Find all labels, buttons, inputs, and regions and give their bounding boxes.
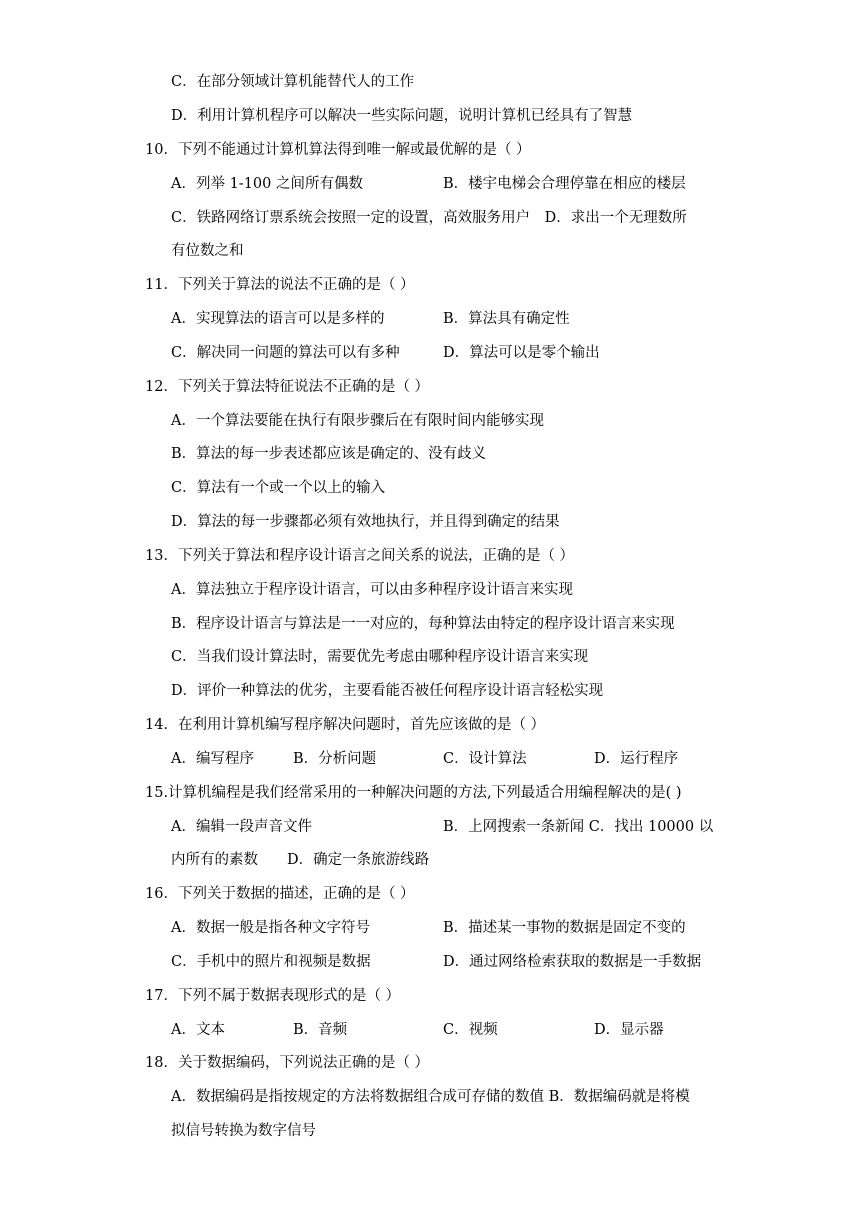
q9-option-d: D．利用计算机程序可以解决一些实际问题，说明计算机已经具有了智慧: [171, 108, 633, 124]
q14-option-b: B．分析问题: [293, 751, 377, 767]
q13-option-c: C．当我们设计算法时，需要优先考虑由哪种程序设计语言来实现: [171, 649, 589, 665]
q17-stem: 17．下列不属于数据表现形式的是（ ）: [145, 988, 401, 1004]
q15-option-cd-cont: 内所有的素数 D．确定一条旅游线路: [171, 852, 430, 868]
q18-option-ab: A．数据编码是指按规定的方法将数据组合成可存储的数值 B．数据编码就是将模: [171, 1089, 690, 1105]
q9-option-c: C．在部分领域计算机能替代人的工作: [171, 74, 415, 90]
q11-option-a: A．实现算法的语言可以是多样的: [171, 311, 385, 327]
q11-option-c: C．解决同一问题的算法可以有多种: [171, 345, 400, 361]
q16-option-c: C．手机中的照片和视频是数据: [171, 954, 371, 970]
q12-option-c: C．算法有一个或一个以上的输入: [171, 480, 386, 496]
q17-option-c: C．视频: [443, 1022, 498, 1038]
q11-stem: 11．下列关于算法的说法不正确的是（ ）: [145, 277, 415, 293]
q17-option-a: A．文本: [171, 1022, 225, 1038]
q12-option-d: D．算法的每一步骤都必须有效地执行，并且得到确定的结果: [171, 514, 560, 530]
q16-option-a: A．数据一般是指各种文字符号: [171, 920, 370, 936]
q17-option-b: B．音频: [293, 1022, 348, 1038]
q10-option-b: B．楼宇电梯会合理停靠在相应的楼层: [443, 176, 686, 192]
q12-stem: 12．下列关于算法特征说法不正确的是（ ）: [145, 379, 430, 395]
q14-stem: 14．在利用计算机编写程序解决问题时，首先应该做的是（ ）: [145, 717, 546, 733]
q18-option-b-cont: 拟信号转换为数字信号: [171, 1123, 316, 1139]
q15-stem: 15.计算机编程是我们经常采用的一种解决问题的方法,下列最适合用编程解决的是( ): [145, 785, 682, 801]
q15-option-a: A．编辑一段声音文件: [171, 819, 312, 835]
q16-option-d: D．通过网络检索获取的数据是一手数据: [443, 954, 702, 970]
q13-option-d: D．评价一种算法的优劣，主要看能否被任何程序设计语言轻松实现: [171, 683, 604, 699]
q10-option-a: A．列举 1-100 之间所有偶数: [171, 176, 363, 192]
q12-option-a: A．一个算法要能在执行有限步骤后在有限时间内能够实现: [171, 413, 544, 429]
q16-stem: 16．下列关于数据的描述，正确的是（ ）: [145, 886, 415, 902]
q14-option-d: D．运行程序: [594, 751, 679, 767]
q11-option-d: D．算法可以是零个输出: [443, 345, 600, 361]
q18-stem: 18．关于数据编码，下列说法正确的是（ ）: [145, 1055, 430, 1071]
q10-option-d-cont: 有位数之和: [171, 243, 244, 259]
q15-option-bc: B．上网搜索一条新闻 C．找出 10000 以: [443, 819, 714, 835]
q10-stem: 10．下列不能通过计算机算法得到唯一解或最优解的是（ ）: [145, 142, 531, 158]
q10-option-cd: C．铁路网络订票系统会按照一定的设置，高效服务用户 D．求出一个无理数所: [171, 210, 687, 226]
q11-option-b: B．算法具有确定性: [443, 311, 570, 327]
q12-option-b: B．算法的每一步表述都应该是确定的、没有歧义: [171, 446, 487, 462]
q13-stem: 13．下列关于算法和程序设计语言之间关系的说法，正确的是（ ）: [145, 548, 575, 564]
q14-option-a: A．编写程序: [171, 751, 254, 767]
q13-option-a: A．算法独立于程序设计语言，可以由多种程序设计语言来实现: [171, 582, 573, 598]
q17-option-d: D．显示器: [594, 1022, 664, 1038]
q16-option-b: B．描述某一事物的数据是固定不变的: [443, 920, 686, 936]
q13-option-b: B．程序设计语言与算法是一一对应的，每种算法由特定的程序设计语言来实现: [171, 616, 675, 632]
q14-option-c: C．设计算法: [443, 751, 527, 767]
